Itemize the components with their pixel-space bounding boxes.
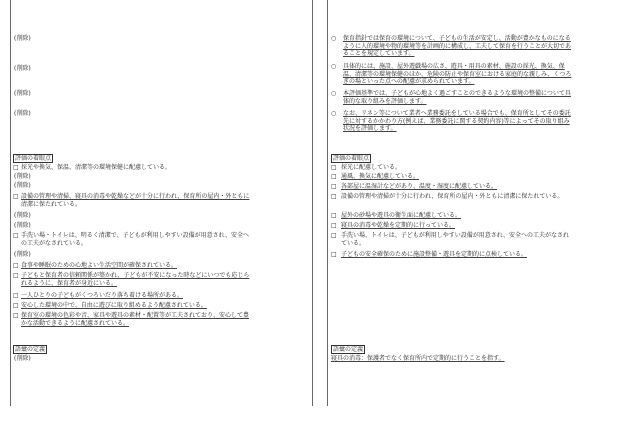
left-column-rule-left	[10, 0, 11, 406]
left-column: (削除) (削除) (削除) (削除) 評価の着眼点 □ 採光や換気、保温、清潔等の環境保健に配慮している。 (削除) (削除) □ 設備の管理や清掃、寝具の消毒や乾燥などが十分に行われ、保育所の屋内・外ともに 清潔に保たれている。 (削除) (削除) □ 手洗い場・トイレは、明るく清潔で、子どもが利用しやすい設備が用意され、安全へ の工夫がなされている。 (削除) □ 食事や睡眠のための心地よい生活空間が確保されている。 □ 子どもと保育者の信頼関係が築かれ、子どもが不安になった時などにいつでも応じら れるように、保育者が身近にいる。 □ 一人ひとりの子どもがくつろいだり落ち着ける場所がある。 □ 安心した環境の中で、自由に遊びに取り組めるよう配慮されている。 □ 保育室の環境の色彩や音、家具や遊具の素材・配置等が工夫されており、安心して豊 かな活動できるように配慮されている。 語彙の定義 (削除)	[0, 0, 320, 408]
left-column-rule-right	[312, 0, 313, 406]
deleted-note: (削除)	[14, 35, 31, 42]
eval-heading: 評価の着眼点	[333, 155, 370, 162]
deleted-note: (削除)	[14, 90, 31, 97]
terms-heading: 語彙の定義	[333, 346, 364, 353]
right-column-rule-left	[327, 0, 328, 406]
deleted-note: (削除)	[14, 110, 31, 117]
terms-text: (削除)	[14, 355, 31, 362]
deleted-note: (削除)	[14, 65, 31, 72]
eval-heading: 評価の着眼点	[15, 155, 52, 162]
terms-heading: 語彙の定義	[15, 346, 46, 353]
right-column: ○ 保育指針では保育の環境について、子どもの生活が安定し、活動が豊かなものになる ように人的環境や物的環境等を計画的に構成し、工夫して保育を行うことが大切であ ることを規定しています。 ○ 具体的には、施設、屋外遊戯場の広さ、遊具・用具の素材、施設の採光、換気、保 温、清潔等の環境保健のほか、危険の防止や保育室における家庭的な親しみ、くつろ ぎの場といった点への配慮が求められています。 ○ 本評価基準では、子どもが心地よく過ごすことのできるような環境の整備について具 体的な取り組みを評価します。 ○ なお、リネン等について業者へ業務委託をしている場合でも、保育所としてその委託 先に対するかかわり方(例えば、業務委託に関する契約内容)等によってその取り組み 状況を評価します。 評価の着眼点 □ 採光に配慮している。 □ 通風、換気に配慮している。 □ 各部屋に温湿計などがあり、温度・湿度に配慮している。 □ 設備の管理や清掃が十分に行われ、保育所の屋内・外ともに清潔に保たれている。 □ 屋外の砂場や遊具の衛生面に配慮している。 □ 寝具の消毒や乾燥を定期的に行っている。 □ 手洗い場、トイレは、子どもが利用しやすい設備が用意され、安全への工夫がなされ ている。 □ 子どもの安全確保のために施設整備・遊具を定期的に点検している。 語彙の定義 寝具の消毒：保護者でなく保育所内で定期的に行うことを指す。	[323, 0, 630, 408]
terms-text: 寝具の消毒：保護者でなく保育所内で定期的に行うことを指す。	[331, 355, 505, 362]
